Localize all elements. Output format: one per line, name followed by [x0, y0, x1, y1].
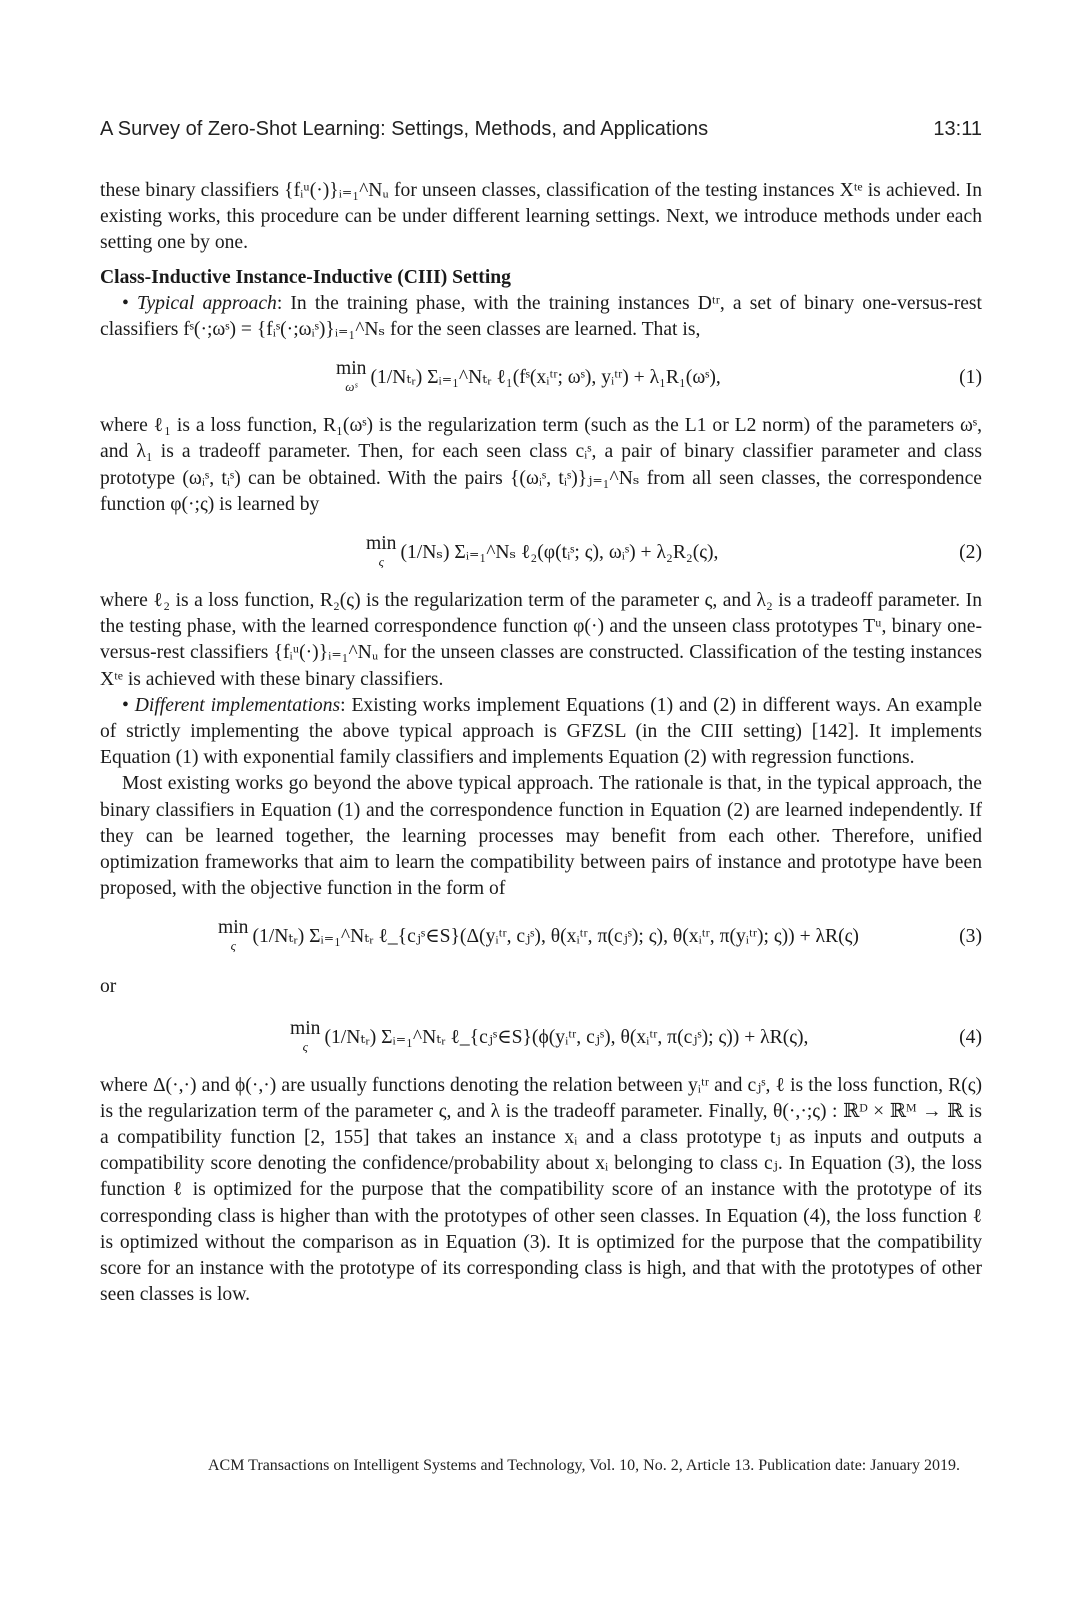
paragraph-6: where Δ(·,·) and ϕ(·,·) are usually functions denoting the relation between yᵢᵗʳ and cⱼˢ, ℓ is the loss function, R(ς) is the regularization term of the parameter ς, and λ is the tradeoff parameter. Finally, θ(·,·;ς) : ℝᴰ × ℝᴹ → ℝ is a compatibility function [2, 155] that takes an instance xᵢ and a class prototype tⱼ as inputs and outputs a compatibility score denoting the confidence/probability about xᵢ belonging to class cⱼ. In Equation (3), the loss function ℓ is optimized for the purpose that the compatibility score of an instance with the prototype of its corresponding class is higher than with the prototypes of other seen classes. In Equation (4), the loss function ℓ is optimized without the comparison as in Equation (3). It is optimized for the purpose that the compatibility score for an instance with the prototype of its corresponding class is high, and that with the prototypes of other seen classes is low.: [100, 1074, 982, 1306]
section-title: Class-Inductive Instance-Inductive (CIII) Setting: [100, 266, 511, 288]
eq4-min-sub: ς: [302, 1038, 308, 1054]
eq4-expression: (1/Nₜᵣ) Σᵢ₌₁^Nₜᵣ ℓ_{cⱼˢ∈S}(ϕ(yᵢᵗʳ, cⱼˢ), θ(xᵢᵗʳ, π(cⱼˢ); ς)) + λR(ς),: [324, 1026, 809, 1048]
different-implementations-paragraph: • Different implementations: Existing works implement Equations (1) and (2) in different ways. An example of strictly implementing the above typical approach is GFZSL (in the CIII setting) [142]. It implements Equation (1) with exponential family classifiers and implements Equation (2) with regression functions.: [100, 694, 983, 769]
eq1-min-sub: ωˢ: [345, 379, 358, 395]
page-number: 13:11: [933, 118, 982, 140]
eq2-expression: (1/Nₛ) Σᵢ₌₁^Nₛ ℓ₂(φ(tᵢˢ; ς), ωᵢˢ) + λ₂R₂(ς),: [400, 541, 719, 563]
eq2-min: min: [366, 533, 397, 555]
eq4-min: min: [290, 1017, 321, 1039]
header-title: A Survey of Zero-Shot Learning: Settings, Methods, and Applications: [100, 118, 709, 140]
eq3-expression: (1/Nₜᵣ) Σᵢ₌₁^Nₜᵣ ℓ_{cⱼˢ∈S}(Δ(yᵢᵗʳ, cⱼˢ), θ(xᵢᵗʳ, π(cⱼˢ); ς), θ(xᵢᵗʳ, π(yᵢᵗʳ); ς)) + λR(ς): [252, 926, 859, 948]
eq1-number: (1): [959, 367, 982, 389]
or-connector: or: [100, 976, 117, 998]
equation-3: [100, 906, 982, 968]
journal-footer: ACM Transactions on Intelligent Systems and Technology, Vol. 10, No. 2, Article 13. Publication date: January 2019.: [207, 1457, 960, 1474]
eq3-min-sub: ς: [230, 938, 236, 954]
eq1-expression: (1/Nₜᵣ) Σᵢ₌₁^Nₜᵣ ℓ₁(fˢ(xᵢᵗʳ; ωˢ), yᵢᵗʳ) + λ₁R₁(ωˢ),: [370, 367, 721, 389]
paragraph-5: Most existing works go beyond the above typical approach. The rationale is that, in the typical approach, the binary classifiers in Equation (1) and the correspondence function in Equation (2) are learned independently. If they can be learned together, the learning processes may benefit from each other. Therefore, unified optimization frameworks that aim to learn the compatibility between pairs of instance and prototype have been proposed, with the objective function in the form of: [100, 773, 982, 900]
typical-approach-paragraph: • Typical approach: In the training phase, with the training instances Dᵗʳ, a set of binary one-versus-rest classifiers fˢ(·;ωˢ) = {fᵢˢ(·;ωᵢˢ)}ᵢ₌₁^Nₛ for the seen classes are learned. That is,: [100, 292, 982, 341]
different-implementations-text: : Existing works implement Equations (1) and (2) in different ways. An example of strictly implementing the above typical approach is GFZSL (in the CIII setting) [142]. It implements Equation (1) with exponential family classifiers and implements Equation (2) with regression functions.: [100, 694, 983, 769]
typical-approach-label: Typical approach: [137, 292, 277, 314]
equation-4: [100, 1007, 982, 1069]
different-implementations-label: Different implementations: [134, 694, 341, 716]
running-header: [100, 118, 982, 146]
intro-paragraph: these binary classifiers {fᵢᵘ(·)}ᵢ₌₁^Nᵤ for unseen classes, classification of the testing instances Xᵗᵉ is achieved. In existing works, this procedure can be under different learning settings. Next, we introduce methods under each setting one by one.: [100, 180, 982, 254]
eq1-min: min: [336, 358, 367, 380]
equation-1: [100, 347, 982, 409]
equation-2: [100, 522, 982, 584]
page-body: [100, 178, 982, 1309]
eq2-min-sub: ς: [378, 554, 384, 570]
eq4-number: (4): [959, 1026, 982, 1048]
eq2-number: (2): [959, 541, 982, 563]
typical-approach-text: : In the training phase, with the training instances Dᵗʳ, a set of binary one-versus-rest classifiers fˢ(·;ωˢ) = {fᵢˢ(·;ωᵢˢ)}ᵢ₌₁^Nₛ for the seen classes are learned. That is,: [100, 292, 982, 341]
eq3-number: (3): [959, 926, 982, 948]
paragraph-3: where ℓ₂ is a loss function, R₂(ς) is the regularization term of the parameter ς, and λ₂ is a tradeoff parameter. In the testing phase, with the learned correspondence function φ(·) and the unseen class prototypes Tᵘ, binary one-versus-rest classifiers {fᵢᵘ(·)}ᵢ₌₁^Nᵤ for the unseen classes are constructed. Classification of the testing instances Xᵗᵉ is achieved with these binary classifiers.: [100, 590, 982, 690]
paragraph-2: where ℓ₁ is a loss function, R₁(ωˢ) is the regularization term (such as the L1 or L2 norm) of the parameters ωˢ, and λ₁ is a tradeoff parameter. Then, for each seen class cᵢˢ, a pair of binary classifier parameter and class prototype (ωᵢˢ, tᵢˢ) can be obtained. With the pairs {(ωᵢˢ, tᵢˢ)}ⱼ₌₁^Nₛ from all seen classes, the correspondence function φ(·;ς) is learned by: [100, 415, 982, 515]
eq3-min: min: [218, 917, 249, 939]
